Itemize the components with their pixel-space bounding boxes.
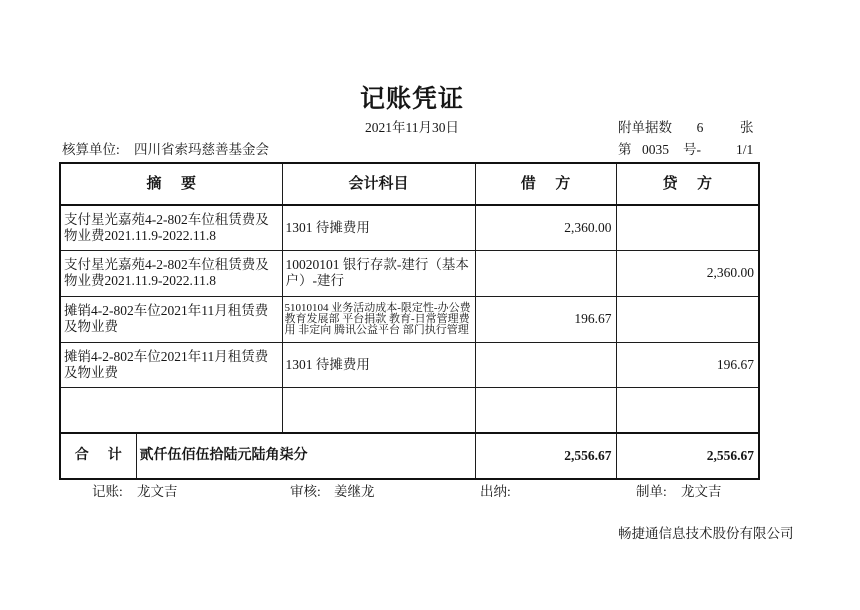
total-amount-in-words: 贰仟伍佰伍拾陆元陆角柒分 xyxy=(136,433,475,479)
row-credit xyxy=(616,387,759,433)
table-header-row xyxy=(60,163,759,205)
row-summary: 摊销4-2-802车位2021年11月租赁费及物业费 xyxy=(60,296,282,342)
row-summary: 摊销4-2-802车位2021年11月租赁费及物业费 xyxy=(60,342,282,387)
voucher-page: 1/1 xyxy=(736,142,754,157)
row-summary xyxy=(60,387,282,433)
table-row xyxy=(60,205,759,250)
voucher-number-prefix: 第 xyxy=(618,142,632,157)
row-account: 51010104 业务活动成本-限定性-办公费 教育发展部 平台捐款 教育-日常管理费用 非定向 腾讯公益平台 部门执行管理 xyxy=(282,296,475,342)
total-credit: 2,556.67 xyxy=(616,433,759,479)
reviewer-label: 审核: xyxy=(290,484,321,499)
voucher-number: 0035 xyxy=(642,142,669,157)
row-debit: 196.67 xyxy=(475,296,616,342)
row-account xyxy=(282,387,475,433)
voucher-title: 记账凭证 xyxy=(359,86,464,113)
accounting-unit-name: 四川省索玛慈善基金会 xyxy=(134,142,269,157)
software-vendor: 畅捷通信息技术股份有限公司 xyxy=(618,526,794,541)
table-row xyxy=(60,296,759,342)
cashier-label: 出纳: xyxy=(480,484,511,499)
total-debit: 2,556.67 xyxy=(475,433,616,479)
header-account: 会计科目 xyxy=(282,163,475,205)
row-summary: 支付星光嘉苑4-2-802车位租赁费及物业费2021.11.9-2022.11.8 xyxy=(60,205,282,250)
row-debit xyxy=(475,342,616,387)
row-credit xyxy=(616,296,759,342)
row-account: 1301 待摊费用 xyxy=(282,342,475,387)
accounting-unit-label: 核算单位: xyxy=(62,142,120,157)
row-debit xyxy=(475,250,616,296)
table-row-empty xyxy=(60,387,759,433)
voucher-date: 2021年11月30日 xyxy=(365,120,459,135)
row-account: 1301 待摊费用 xyxy=(282,205,475,250)
row-debit xyxy=(475,387,616,433)
header-credit: 贷 方 xyxy=(616,163,759,205)
row-credit xyxy=(616,205,759,250)
row-account: 10020101 银行存款-建行（基本户）-建行 xyxy=(282,250,475,296)
voucher-table xyxy=(59,162,760,480)
preparer-label: 制单: xyxy=(636,484,667,499)
reviewer-name: 姜继龙 xyxy=(334,484,375,499)
attachments-count: 6 xyxy=(696,120,704,135)
header-summary: 摘 要 xyxy=(60,163,282,205)
table-row xyxy=(60,342,759,387)
bookkeeper-label: 记账: xyxy=(92,484,123,499)
header-debit: 借 方 xyxy=(475,163,616,205)
preparer-name: 龙文吉 xyxy=(681,484,722,499)
row-credit: 196.67 xyxy=(616,342,759,387)
row-credit: 2,360.00 xyxy=(616,250,759,296)
total-label: 合 计 xyxy=(60,433,136,479)
bookkeeper-name: 龙文吉 xyxy=(137,484,178,499)
row-debit: 2,360.00 xyxy=(475,205,616,250)
table-total-row xyxy=(60,433,759,479)
row-summary: 支付星光嘉苑4-2-802车位租赁费及物业费2021.11.9-2022.11.8 xyxy=(60,250,282,296)
table-row xyxy=(60,250,759,296)
attachments-label: 附单据数 xyxy=(618,120,672,135)
attachments-unit: 张 xyxy=(740,120,754,135)
voucher-number-suffix: 号- xyxy=(683,142,701,157)
